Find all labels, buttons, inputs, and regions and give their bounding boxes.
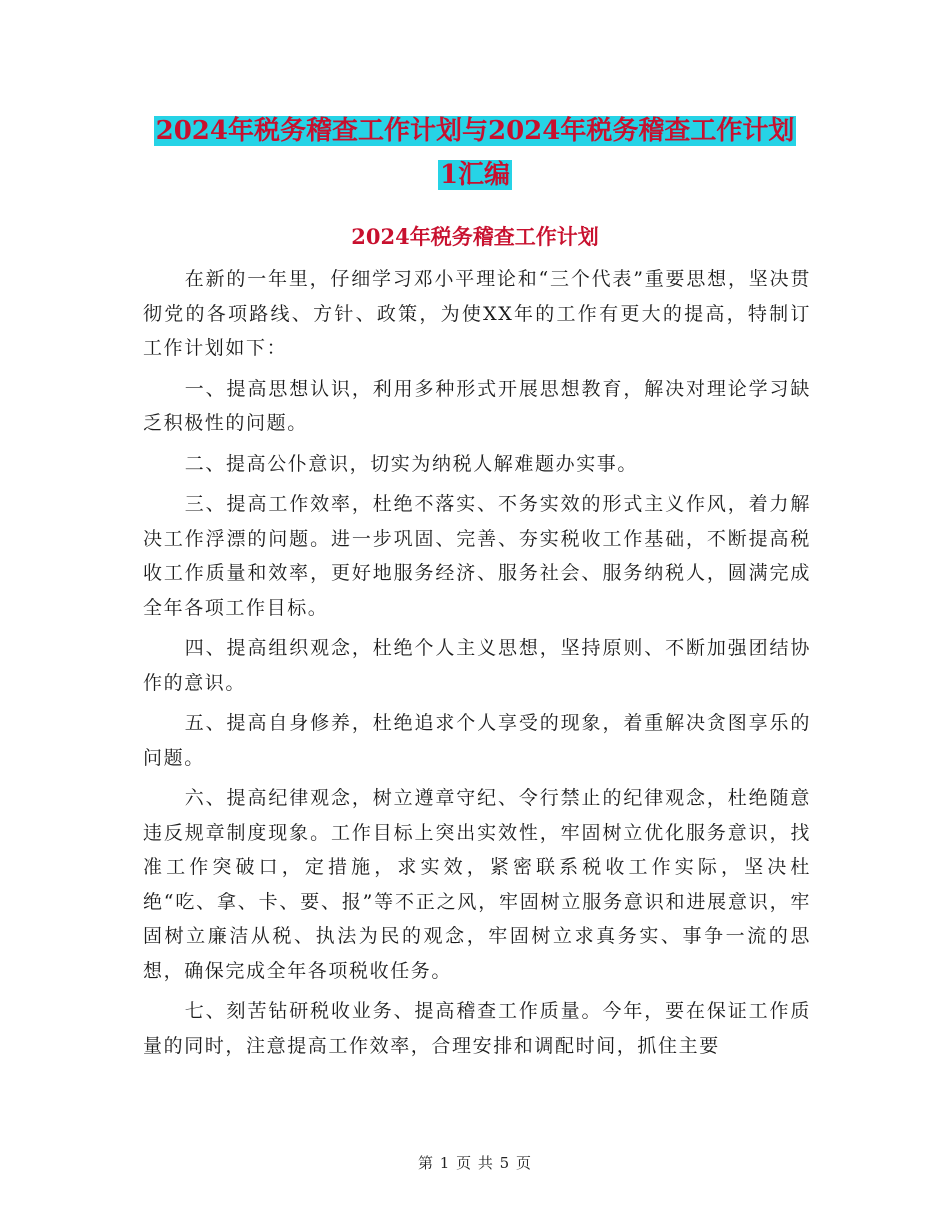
paragraph-item-7: 七、刻苦钻研税收业务、提高稽查工作质量。今年，要在保证工作质量的同时，注意提高工作效率，合理安排和调配时间，抓住主要 (143, 1000, 811, 1057)
paragraph-item-2: 二、提高公仆意识，切实为纳税人解难题办实事。 (184, 452, 638, 475)
title-highlight: 2024年税务稽查工作计划与2024年税务稽查工作计划 (155, 116, 795, 146)
paragraph-item-1: 一、提高思想认识，利用多种形式开展思想教育，解决对理论学习缺乏积极性的问题。 (143, 377, 811, 434)
section-title: 2024年税务稽查工作计划 (351, 224, 599, 249)
page-footer: 第 1 页 共 5 页 (418, 1154, 532, 1172)
paragraph-item-3: 三、提高工作效率，杜绝不落实、不务实效的形式主义作风，着力解决工作浮漂的问题。进一步巩固、完善、夯实税收工作基础，不断提高税收工作质量和效率，更好地服务经济、服务社会、服务纳税人，圆满完成全年各项工作目标。 (143, 493, 811, 619)
paragraph-item-6: 六、提高纪律观念，树立遵章守纪、令行禁止的纪律观念，杜绝随意违反规章制度现象。工作目标上突出实效性，牢固树立优化服务意识，找准工作突破口，定措施，求实效，紧密联系税收工作实际，坚决杜绝“吃、拿、卡、要、报”等不正之风，牢固树立服务意识和进展意识，牢固树立廉洁从税、执法为民的观念，牢固树立求真务实、事争一流的思想，确保完成全年各项税收任务。 (143, 787, 811, 982)
paragraph-intro: 在新的一年里，仔细学习邓小平理论和“三个代表”重要思想，坚决贯彻党的各项路线、方针、政策，为使XX年的工作有更大的提高，特制订工作计划如下： (143, 268, 811, 359)
paragraph-item-4: 四、提高组织观念，杜绝个人主义思想，坚持原则、不断加强团结协作的意识。 (143, 637, 811, 694)
document-title-line-2 (0, 152, 950, 198)
paragraph-item-5: 五、提高自身修养，杜绝追求个人享受的现象，着重解决贪图享乐的问题。 (143, 712, 811, 769)
title-highlight: 1汇编 (439, 160, 511, 190)
document-title-line-1 (0, 108, 950, 154)
document-body (143, 262, 811, 1069)
